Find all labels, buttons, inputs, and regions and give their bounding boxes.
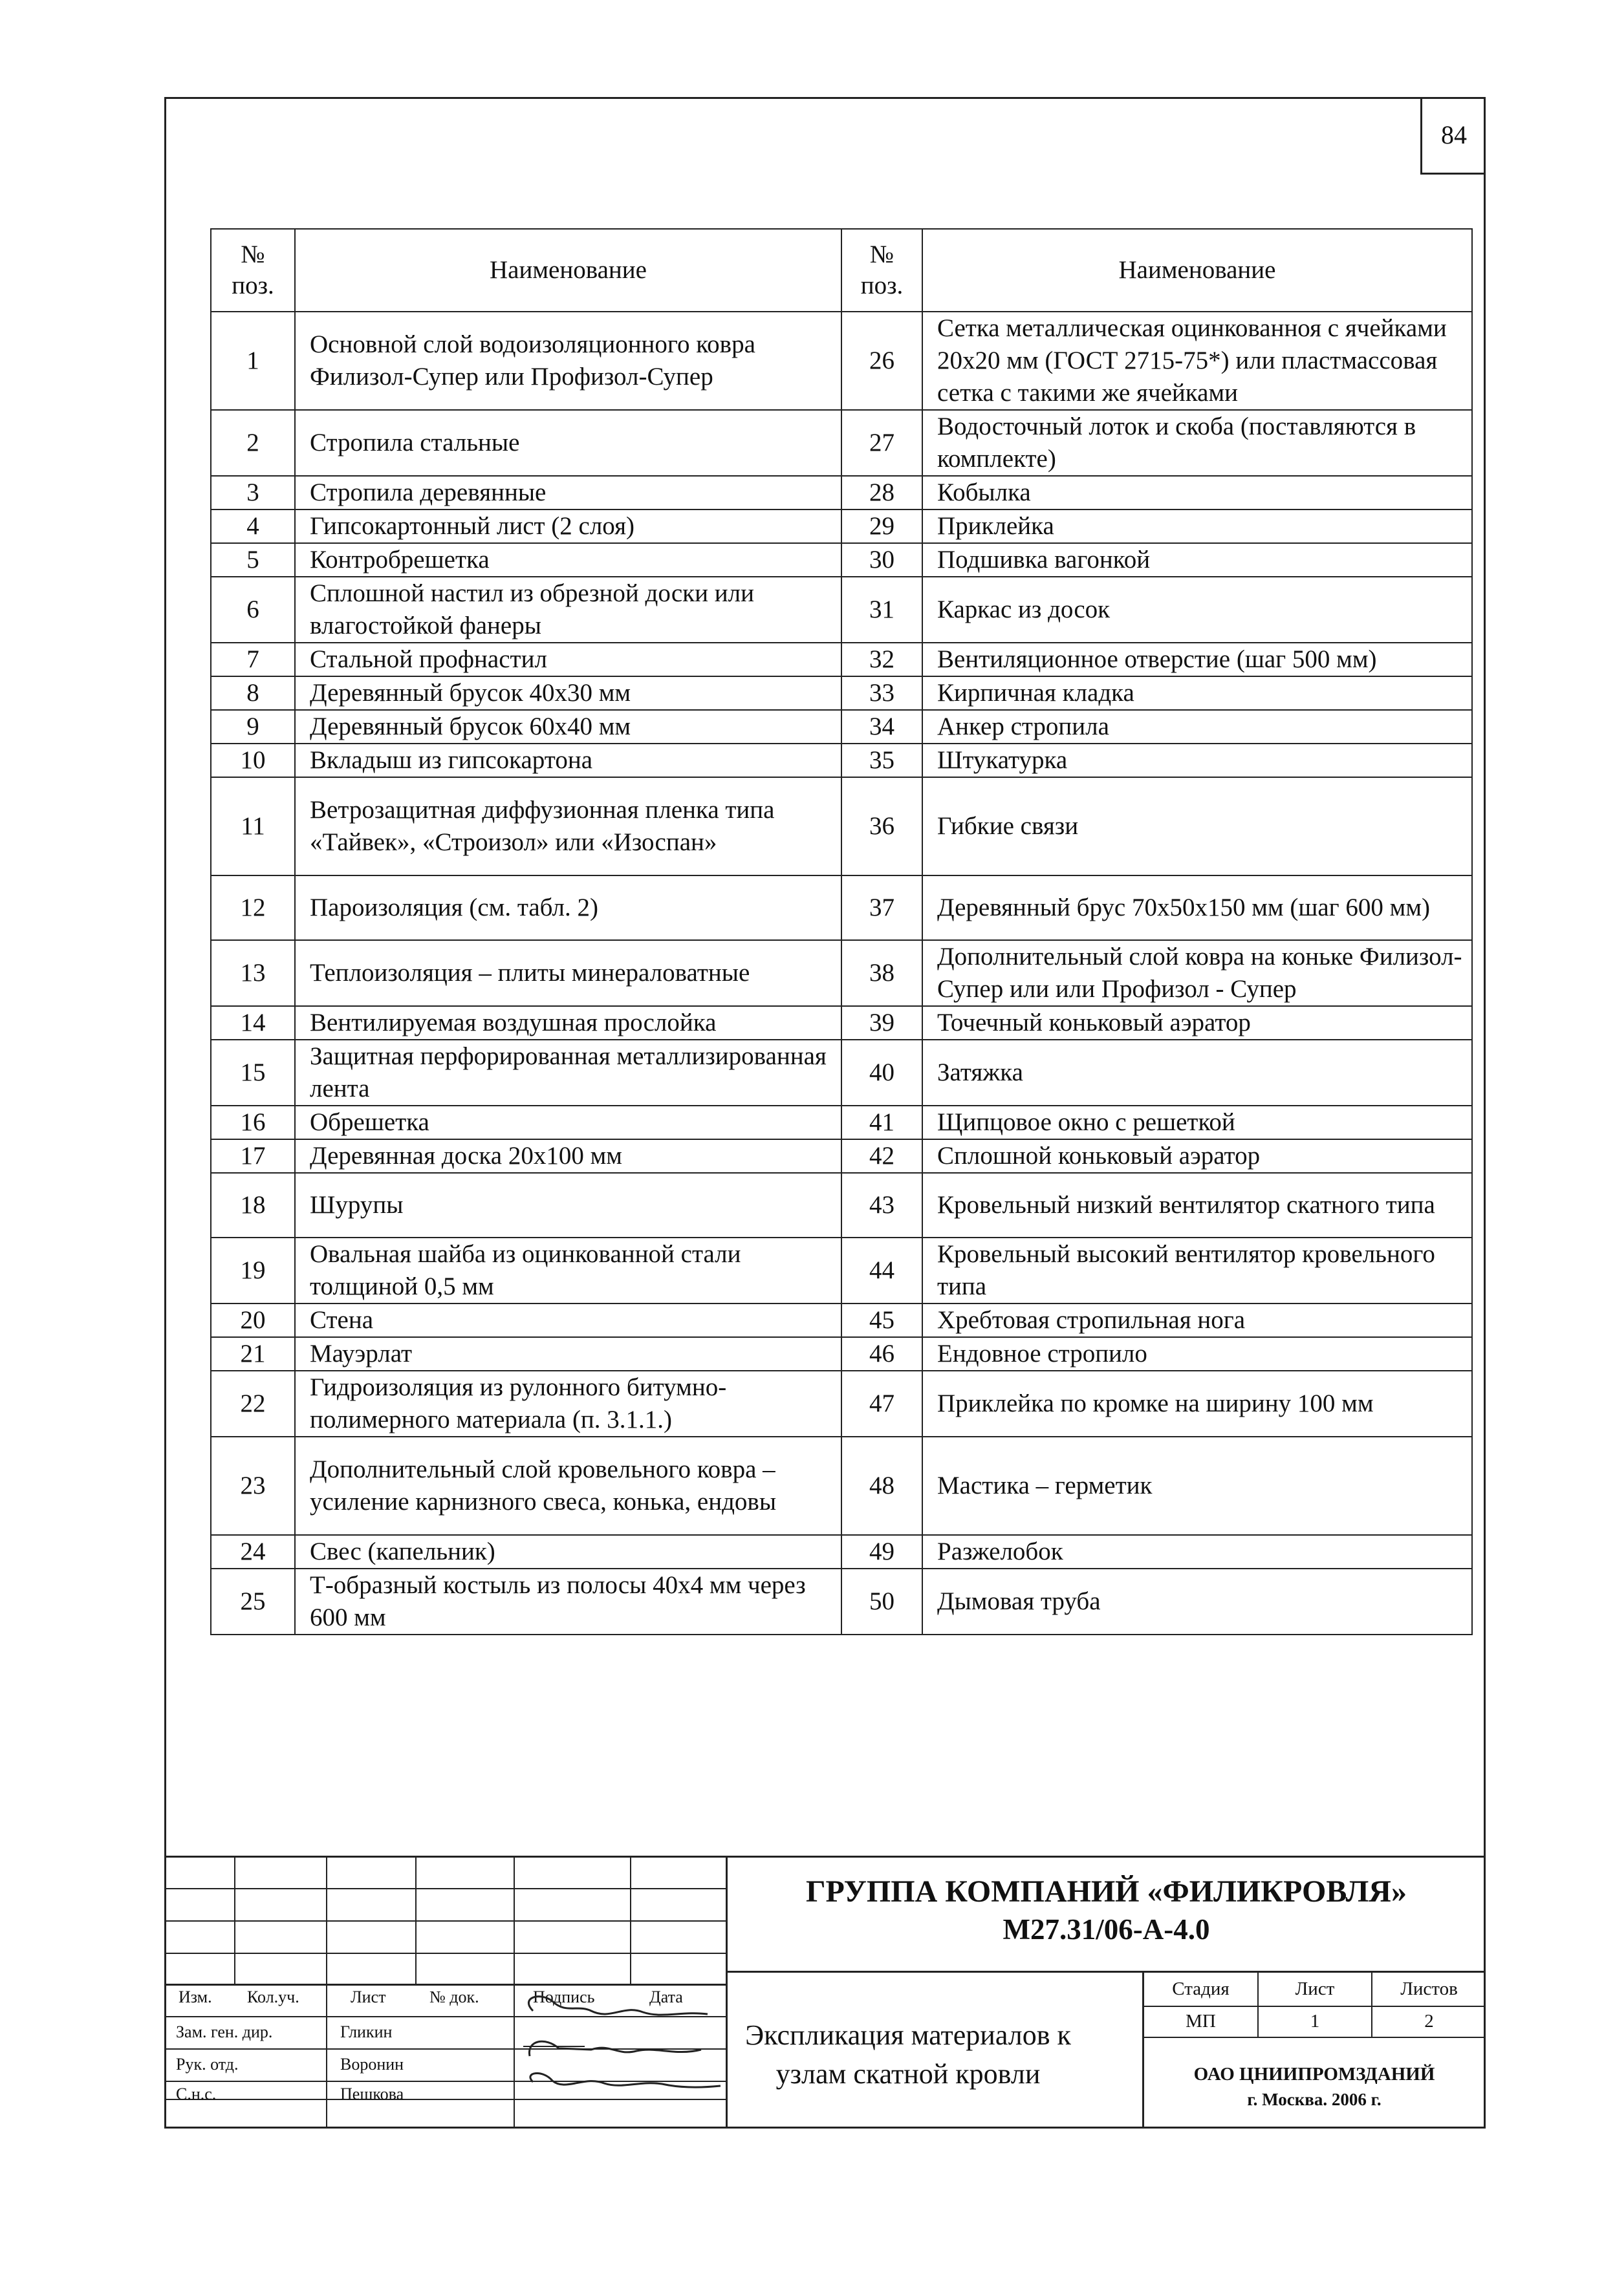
row-pos-left: 1 [211,312,295,410]
row-pos-right: 39 [841,1006,922,1040]
row-name-right: Кирпичная кладка [922,676,1472,710]
row-pos-right: 45 [841,1304,922,1337]
row-pos-right: 37 [841,875,922,940]
sheet-label: Лист [1295,1979,1335,1999]
row-name-left: Вентилируемая воздушная прослойка [295,1006,841,1040]
row-pos-right: 32 [841,643,922,676]
row-name-right: Приклейка [922,510,1472,543]
row-name-left: Пароизоляция (см. табл. 2) [295,875,841,940]
row-pos-right: 28 [841,476,922,510]
row-name-right: Кобылка [922,476,1472,510]
row-pos-left: 23 [211,1437,295,1535]
table-row [211,577,1472,643]
row-pos-left: 17 [211,1139,295,1173]
materials-table [210,228,1473,1635]
table-row [211,1337,1472,1371]
row-name-right: Кровельный высокий вентилятор кровельного типа [922,1238,1472,1304]
row-pos-left: 25 [211,1569,295,1635]
row-pos-right: 42 [841,1139,922,1173]
name-2: Воронин [340,2055,404,2074]
row-name-right: Гибкие связи [922,777,1472,875]
row-name-right: Разжелобок [922,1535,1472,1569]
row-pos-right: 50 [841,1569,922,1635]
row-name-right: Деревянный брус 70х50х150 мм (шаг 600 мм) [922,875,1472,940]
stage-label: Стадия [1172,1979,1230,1999]
row-name-left: Стропила деревянные [295,476,841,510]
row-name-left: Ветрозащитная диффузионная пленка типа «Тайвек», «Строизол» или «Изоспан» [295,777,841,875]
table-row [211,1535,1472,1569]
header-pos-1: № поз. [211,229,295,312]
row-pos-left: 24 [211,1535,295,1569]
row-pos-right: 31 [841,577,922,643]
table-row [211,875,1472,940]
row-pos-right: 43 [841,1173,922,1238]
table-row [211,1371,1472,1437]
table-row [211,1238,1472,1304]
header-name-2: Наименование [922,229,1472,312]
row-pos-right: 47 [841,1371,922,1437]
role-1: Зам. ген. дир. [176,2022,273,2041]
row-name-right: Каркас из досок [922,577,1472,643]
row-pos-right: 27 [841,410,922,476]
row-name-right: Точечный коньковый аэратор [922,1006,1472,1040]
row-name-left: Гидроизоляция из рулонного битумно-полимерного материала (п. 3.1.1.) [295,1371,841,1437]
row-name-left: Стропила стальные [295,410,841,476]
row-name-left: Дополнительный слой кровельного ковра – усиление карнизного свеса, конька, ендовы [295,1437,841,1535]
row-name-right: Вентиляционное отверстие (шаг 500 мм) [922,643,1472,676]
row-name-right: Дымовая труба [922,1569,1472,1635]
row-pos-right: 46 [841,1337,922,1371]
row-name-right: Затяжка [922,1040,1472,1106]
sheet-value: 1 [1310,2011,1320,2032]
row-name-left: Гипсокартонный лист (2 слоя) [295,510,841,543]
row-pos-left: 2 [211,410,295,476]
row-pos-left: 7 [211,643,295,676]
row-name-right: Мастика – герметик [922,1437,1472,1535]
table-row [211,1006,1472,1040]
row-name-right: Водосточный лоток и скоба (поставляются в комплекте) [922,410,1472,476]
row-name-left: Т-образный костыль из полосы 40х4 мм через 600 мм [295,1569,841,1635]
row-name-left: Вкладыш из гипсокартона [295,744,841,777]
row-name-right: Дополнительный слой ковра на коньке Филизол-Супер или или Профизол - Супер [922,940,1472,1006]
row-pos-left: 21 [211,1337,295,1371]
row-pos-left: 22 [211,1371,295,1437]
row-pos-left: 8 [211,676,295,710]
signatures [514,1966,727,2121]
role-2: Рук. отд. [176,2055,239,2074]
table-row [211,312,1472,410]
row-pos-left: 9 [211,710,295,744]
row-pos-left: 6 [211,577,295,643]
row-name-right: Кровельный низкий вентилятор скатного типа [922,1173,1472,1238]
row-name-left: Стена [295,1304,841,1337]
company-name: ГРУППА КОМПАНИЙ «ФИЛИКРОВЛЯ» [806,1874,1407,1909]
name-3: Пешкова [340,2085,404,2103]
row-name-right: Сетка металлическая оцинкованноя с ячейками 20х20 мм (ГОСТ 2715-75*) или пластмассовая сетка с такими же ячейками [922,312,1472,410]
col-data: Дата [649,1988,683,2006]
row-pos-right: 34 [841,710,922,744]
name-1: Гликин [340,2022,393,2041]
table-row [211,410,1472,476]
row-pos-left: 10 [211,744,295,777]
row-pos-right: 49 [841,1535,922,1569]
row-name-right: Штукатурка [922,744,1472,777]
row-pos-left: 12 [211,875,295,940]
row-pos-left: 15 [211,1040,295,1106]
row-name-left: Сплошной настил из обрезной доски или влагостойкой фанеры [295,577,841,643]
row-pos-right: 30 [841,543,922,577]
row-pos-right: 36 [841,777,922,875]
row-name-left: Обрешетка [295,1106,841,1139]
table-row [211,1569,1472,1635]
table-row [211,643,1472,676]
table-row [211,1139,1472,1173]
table-row [211,744,1472,777]
role-3: С.н.с. [176,2085,217,2103]
row-pos-left: 13 [211,940,295,1006]
row-pos-left: 18 [211,1173,295,1238]
row-name-right: Щипцовое окно с решеткой [922,1106,1472,1139]
row-pos-right: 41 [841,1106,922,1139]
col-ndok: № док. [429,1988,479,2006]
row-name-left: Основной слой водоизоляционного ковра Филизол-Супер или Профизол-Супер [295,312,841,410]
row-pos-left: 3 [211,476,295,510]
row-pos-right: 44 [841,1238,922,1304]
header-name-1: Наименование [295,229,841,312]
row-pos-right: 33 [841,676,922,710]
table-row [211,543,1472,577]
header-pos-2: № поз. [841,229,922,312]
row-name-left: Свес (капельник) [295,1535,841,1569]
row-pos-left: 20 [211,1304,295,1337]
row-name-left: Теплоизоляция – плиты минераловатные [295,940,841,1006]
table-row [211,1437,1472,1535]
row-pos-left: 4 [211,510,295,543]
row-pos-left: 11 [211,777,295,875]
row-name-left: Шурупы [295,1173,841,1238]
city-year: г. Москва. 2006 г. [1247,2090,1382,2109]
row-name-right: Подшивка вагонкой [922,543,1472,577]
sheets-value: 2 [1424,2011,1434,2032]
row-name-left: Деревянный брусок 40х30 мм [295,676,841,710]
table-row [211,777,1472,875]
col-kol: Кол.уч. [247,1988,299,2006]
row-pos-left: 14 [211,1006,295,1040]
table-row [211,1106,1472,1139]
row-pos-left: 5 [211,543,295,577]
row-name-right: Хребтовая стропильная нога [922,1304,1472,1337]
table-row [211,510,1472,543]
table-row [211,710,1472,744]
col-izm: Изм. [179,1988,212,2006]
row-name-right: Сплошной коньковый аэратор [922,1139,1472,1173]
row-name-left: Деревянный брусок 60х40 мм [295,710,841,744]
sheets-label: Листов [1400,1979,1458,1999]
row-name-right: Анкер стропила [922,710,1472,744]
row-pos-right: 29 [841,510,922,543]
row-name-right: Приклейка по кромке на ширину 100 мм [922,1371,1472,1437]
table-row [211,1040,1472,1106]
row-pos-right: 35 [841,744,922,777]
row-name-left: Контробрешетка [295,543,841,577]
row-name-right: Ендовное стропило [922,1337,1472,1371]
table-header-row [211,229,1472,312]
table-row [211,476,1472,510]
document-title: Экспликация материалов к узлам скатной кровли [745,2019,1071,2090]
table-row [211,1304,1472,1337]
row-name-left: Овальная шайба из оцинкованной стали толщиной 0,5 мм [295,1238,841,1304]
col-list: Лист [351,1988,386,2006]
row-name-left: Деревянная доска 20х100 мм [295,1139,841,1173]
title-block [164,1856,1486,2129]
table-row [211,940,1472,1006]
row-pos-right: 40 [841,1040,922,1106]
row-name-left: Мауэрлат [295,1337,841,1371]
col-podp: Подпись [533,1988,595,2006]
page-number: 84 [1420,97,1486,175]
row-pos-right: 26 [841,312,922,410]
row-name-left: Стальной профнастил [295,643,841,676]
table-row [211,676,1472,710]
row-name-left: Защитная перфорированная металлизированная лента [295,1040,841,1106]
row-pos-left: 16 [211,1106,295,1139]
row-pos-right: 48 [841,1437,922,1535]
institute-name: ОАО ЦНИИПРОМЗДАНИЙ [1193,2064,1435,2085]
table-row [211,1173,1472,1238]
row-pos-right: 38 [841,940,922,1006]
document-code: М27.31/06-А-4.0 [1003,1913,1210,1946]
stage-value: МП [1186,2011,1216,2032]
row-pos-left: 19 [211,1238,295,1304]
